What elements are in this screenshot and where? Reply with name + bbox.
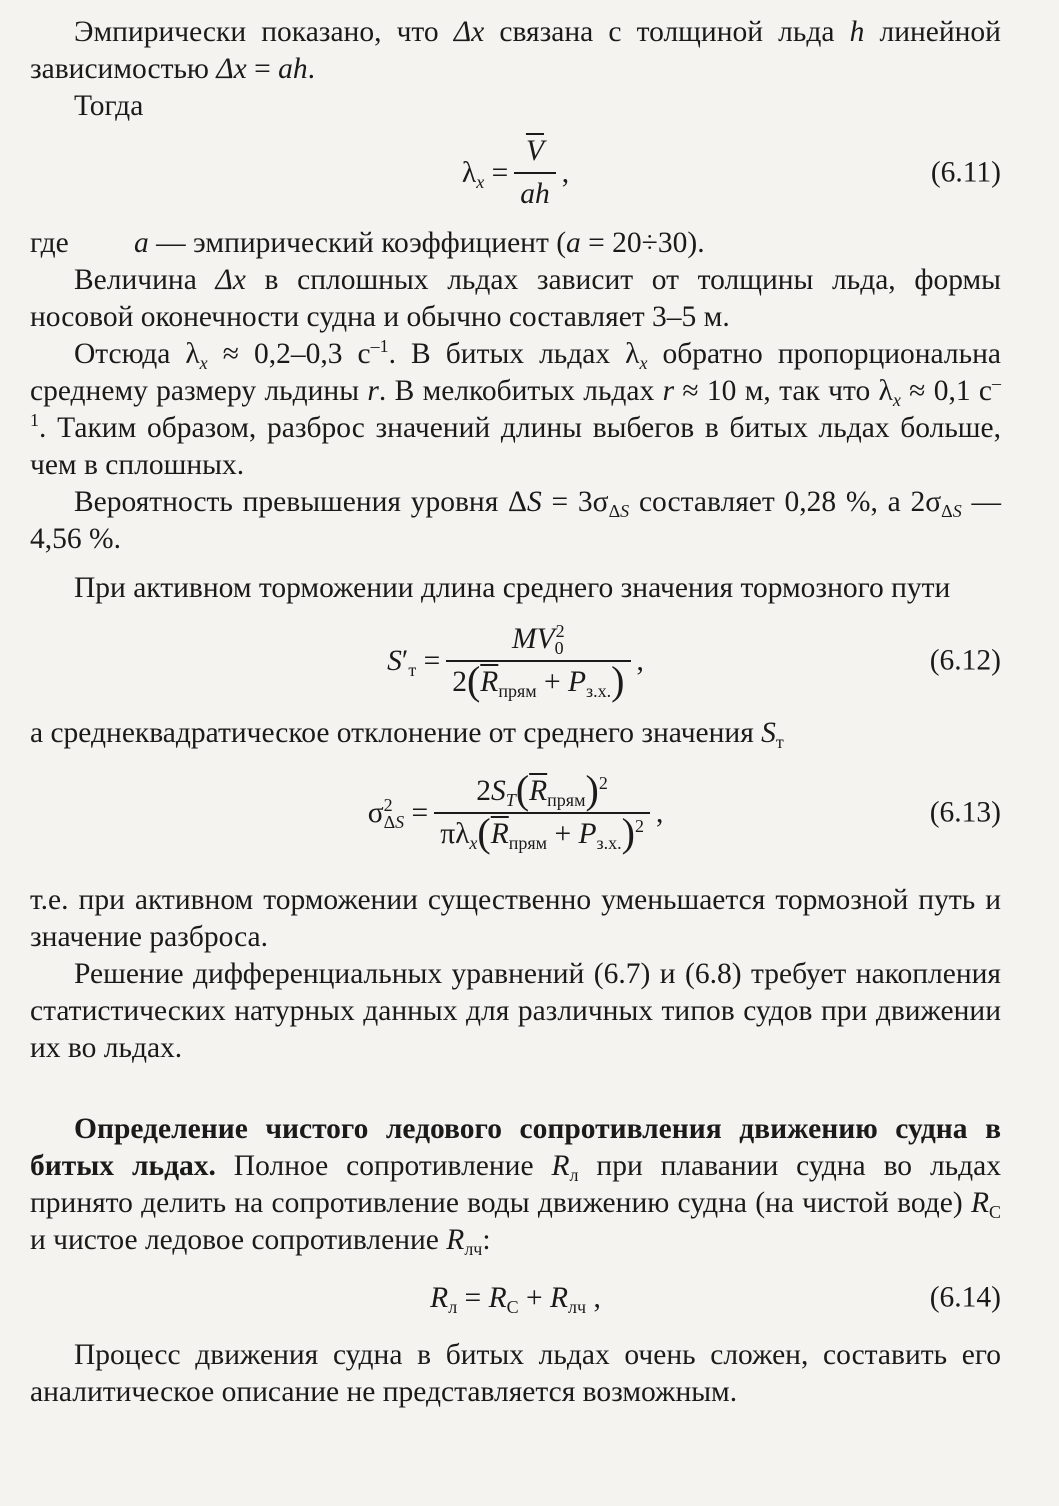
- paragraph-2: Тогда: [74, 90, 144, 122]
- equation-number: (6.11): [930, 156, 1001, 189]
- equation-6-13: $\sigma^2_{\Delta S}$ = $\frac{2S_T(\overline{R}_{прям})^2}{\pi\lambda_x(\overline{R}_{прям} + P_{з.х.})^2}$ , (6.13): [367, 767, 1001, 855]
- paragraph-5: Вероятность превышения уровня $\Delta S = 3\sigma_{\Delta S}$ составляет 0,28 %, а $2\sigma_{\Delta S}$ — 4,56 %.: [30, 486, 1001, 555]
- equation-number: (6.13): [929, 796, 1001, 829]
- paragraph-1: Эмпирически показано, что Δx связана с толщиной льда h линейной зависимостью Δx = ah.: [30, 16, 1001, 85]
- paragraph-4: Отсюда $\lambda_x \approx 0,2-0,3$ $с^{-1}$. В битых льдах $\lambda_x$ обратно пропорциональна среднему размеру льдины r. В мелкобитых льдах r ≈ 10 м, так что $\lambda_x \approx 0,1$ $с^{-1}$. Таким образом, разброс значений длины выбегов в битых льдах больше, чем в сплошных.: [30, 336, 1001, 481]
- paragraph-7: а среднеквадратическое отклонение от среднего значения $S_т$: [30, 717, 784, 752]
- where-definition: a — эмпирический коэффициент (a = 20÷30).: [134, 227, 705, 259]
- paragraph-11: Процесс движения судна в битых льдах очень сложен, составить его аналитическое описание не представляется возможным.: [30, 1339, 1001, 1408]
- section-heading: Определение чистого ледового сопротивления движению судна в битых льдах.: [30, 1113, 1001, 1182]
- equation-6-14: $R_л = R_C + R_{лч}$ , (6.14): [430, 1281, 1001, 1317]
- paragraph-10: Определение чистого ледового сопротивления движению судна в битых льдах. Полное сопротивление $R_л$ при плавании судна во льдах принято делить на сопротивление воды движению судна (на чистой воде) $R_C$ и чистое ледовое сопротивление $R_{лч}$:: [30, 1113, 1001, 1259]
- where-word: где: [30, 227, 69, 259]
- paragraph-9: Решение дифференциальных уравнений (6.7) и (6.8) требует накопления статистических натурных данных для различных типов судов при движении их во льдах.: [30, 958, 1001, 1064]
- where-line: [30, 225, 1001, 262]
- paragraph-3: Величина Δx в сплошных льдах зависит от толщины льда, формы носовой оконечности судна и обычно составляет 3–5 м.: [30, 264, 1001, 333]
- equation-6-11: $\lambda_x$ = $\frac{\overline{V}}{ah}$ , (6.11): [30, 125, 1001, 221]
- paragraph-6: При активном торможении длина среднего значения тормозного пути: [74, 572, 951, 604]
- paragraph-8: т.е. при активном торможении существенно уменьшается тормозной путь и значение разброса.: [30, 884, 1001, 953]
- equation-6-12: $S'_т$ = $\frac{MV_0^2}{2(\overline{R}_{прям} + P_{з.х.})}$ , (6.12): [387, 621, 1001, 703]
- equation-number: (6.14): [929, 1281, 1001, 1314]
- equation-number: (6.12): [929, 644, 1001, 677]
